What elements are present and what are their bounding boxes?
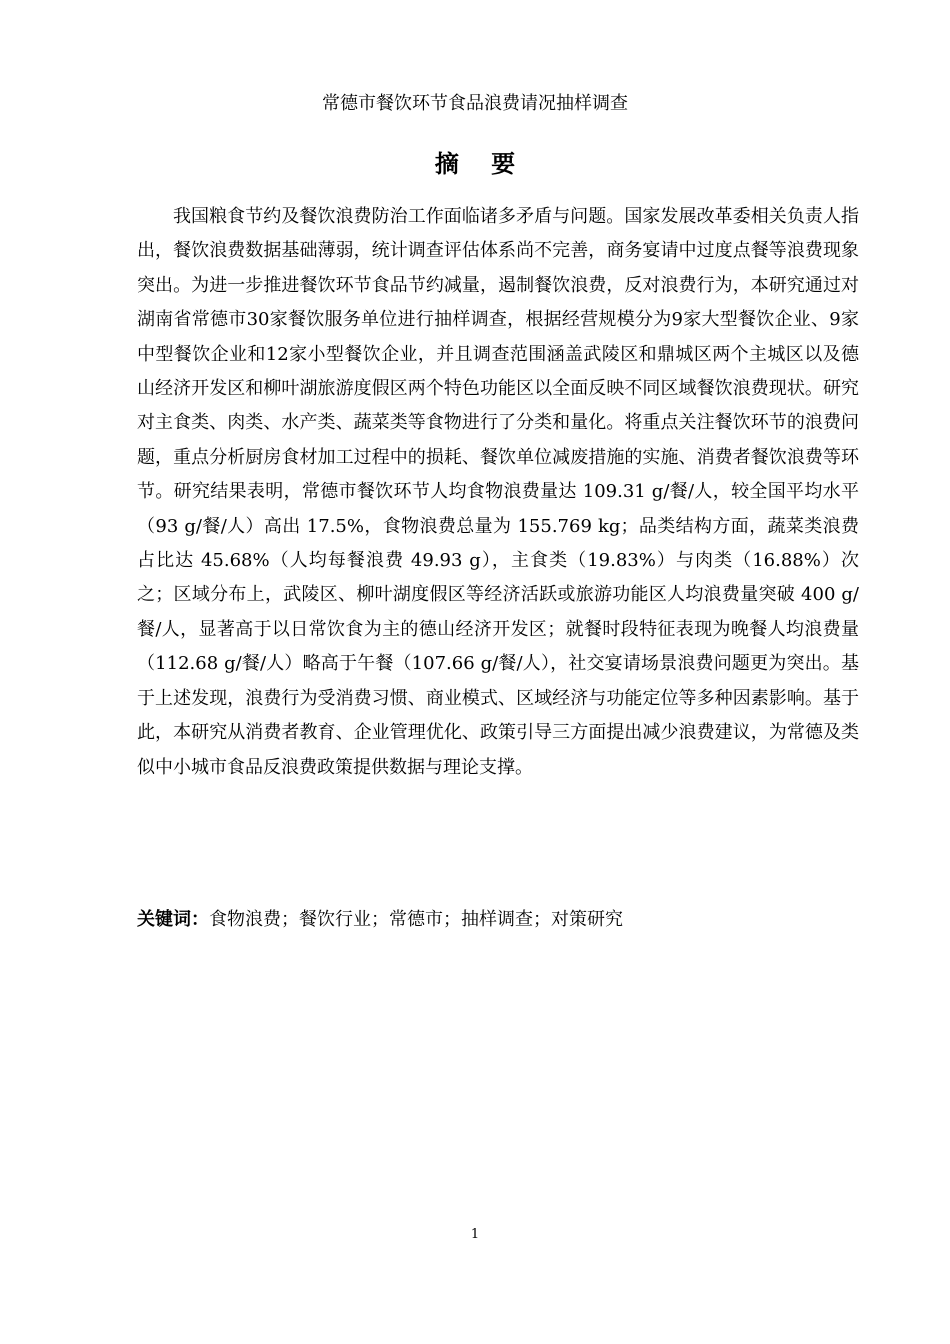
keywords-label: 关键词： <box>137 909 209 930</box>
page-number: 1 <box>470 1227 480 1242</box>
document-title: 常德市餐饮环节食品浪费请况抽样调查 <box>322 93 628 114</box>
keywords-line <box>137 905 859 935</box>
abstract-paragraph: 我国粮食节约及餐饮浪费防治工作面临诸多矛盾与问题。国家发展改革委相关负责人指出，餐饮浪费数据基础薄弱，统计调查评估体系尚不完善，商务宴请中过度点餐等浪费现象突出。为进一步推进餐饮环节食品节约减量，遏制餐饮浪费，反对浪费行为，本研究通过对湖南省常德市30家餐饮服务单位进行抽样调查，根据经营规模分为9家大型餐饮企业、9家中型餐饮企业和12家小型餐饮企业，并且调查范围涵盖武陵区和鼎城区两个主城区以及德山经济开发区和柳叶湖旅游度假区两个特色功能区以全面反映不同区域餐饮浪费现状。研究对主食类、肉类、水产类、蔬菜类等食物进行了分类和量化。将重点关注餐饮环节的浪费问题，重点分析厨房食材加工过程中的损耗、餐饮单位减废措施的实施、消费者餐饮浪费等环节。研究结果表明，常德市餐饮环节人均食物浪费量达 109.31 g/餐/人，较全国平均水平（93 g/餐/人）高出 17.5%，食物浪费总量为 155.769 kg；品类结构方面，蔬菜类浪费占比达 45.68%（人均每餐浪费 49.93 g），主食类（19.83%）与肉类（16.88%）次之；区域分布上，武陵区、柳叶湖度假区等经济活跃或旅游功能区人均浪费量突破 400 g/餐/人，显著高于以日常饮食为主的德山经济开发区；就餐时段特征表现为晚餐人均浪费量（112.68 g/餐/人）略高于午餐（107.66 g/餐/人），社交宴请场景浪费问题更为突出。基于上述发现，浪费行为受消费习惯、商业模式、区域经济与功能定位等多种因素影响。基于此，本研究从消费者教育、企业管理优化、政策引导三方面提出减少浪费建议，为常德及类似中小城市食品反浪费政策提供数据与理论支撑。 <box>137 206 859 778</box>
keywords-text: 食物浪费；餐饮行业；常德市；抽样调查；对策研究 <box>209 909 623 930</box>
abstract-heading: 摘 要 <box>434 150 528 178</box>
